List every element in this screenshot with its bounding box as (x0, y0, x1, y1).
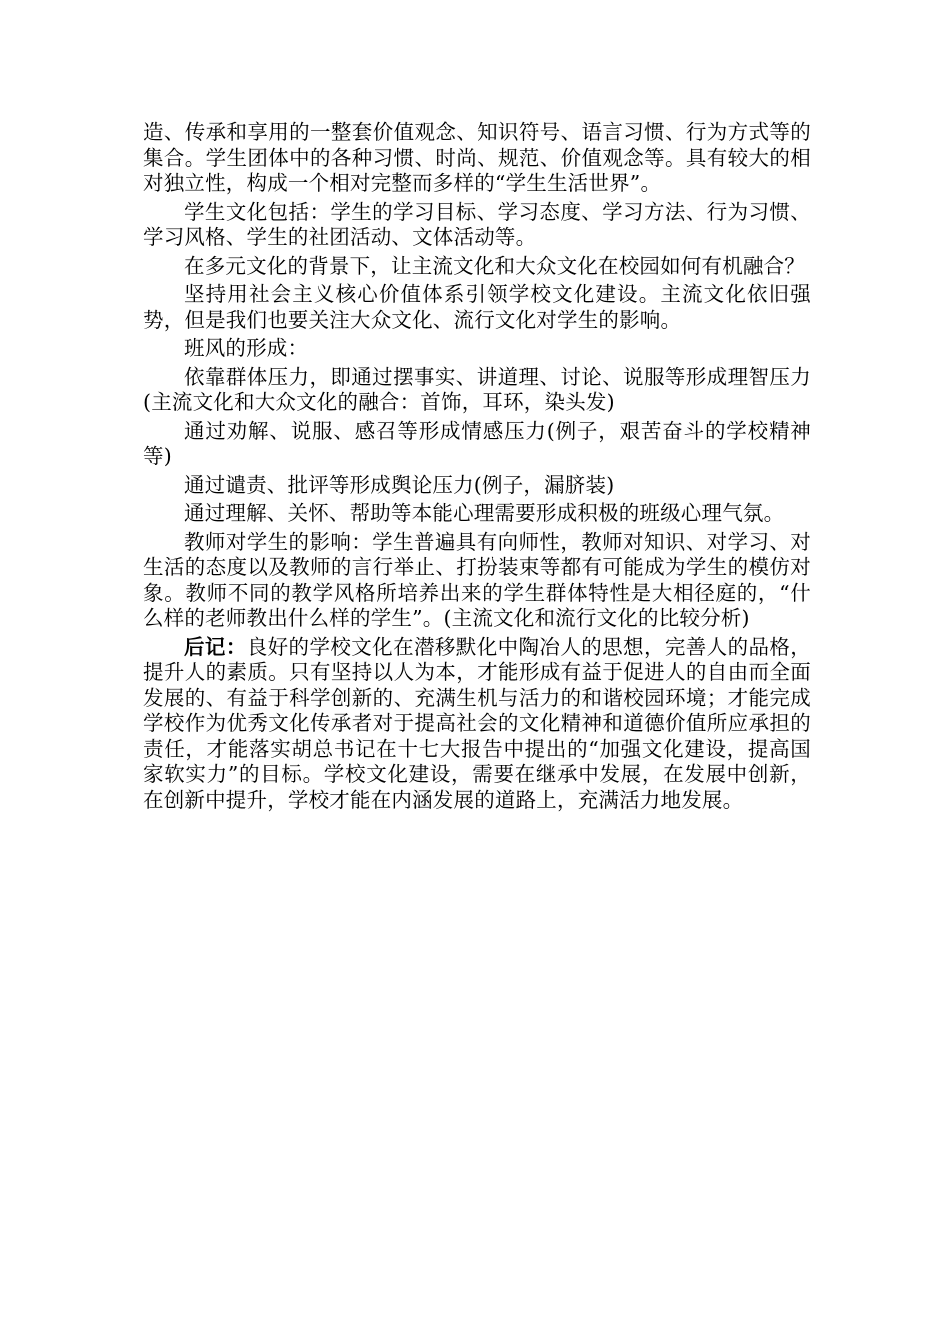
paragraph-multicultural-question: 在多元文化的背景下，让主流文化和大众文化在校园如何有机融合？ (184, 253, 805, 278)
paragraph-student-culture-contents: 学生文化包括：学生的学习目标、学习态度、学习方法、行为习惯、学习风格、学生的社团活动、文体活动等。 (143, 199, 811, 249)
paragraph-rational-pressure: 依靠群体压力，即通过摆事实、讲道理、讨论、说服等形成理智压力(主流文化和大众文化的融合：首饰，耳环，染头发) (143, 364, 811, 414)
paragraph-teacher-influence: 教师对学生的影响：学生普遍具有向师性，教师对知识、对学习、对生活的态度以及教师的言行举止、打扮装束等都有可能成为学生的模仿对象。教师不同的教学风格所培养出来的学生群体特性是大相径庭的，“什么样的老师教出什么样的学生”。(主流文化和流行文化的比较分析) (143, 529, 811, 630)
afterword-label: 后记： (184, 634, 247, 659)
afterword-text: 良好的学校文化在潜移默化中陶冶人的思想，完善人的品格，提升人的素质。只有坚持以人为本，才能形成有益于促进人的自由而全面发展的、有益于科学创新的、充满生机与活力的和谐校园环境；才能完成学校作为优秀文化传承者对于提高社会的文化精神和道德价值所应承担的责任，才能落实胡总书记在十七大报告中提出的“加强文化建设，提高国家软实力”的目标。学校文化建设，需要在继承中发展，在发展中创新，在创新中提升，学校才能在内涵发展的道路上，充满活力地发展。 (143, 634, 811, 812)
paragraph-public-opinion-pressure: 通过谴责、批评等形成舆论压力(例子，漏脐装) (184, 472, 615, 497)
document-body (143, 120, 811, 816)
paragraph-emotional-pressure: 通过劝解、说服、感召等形成情感压力(例子，艰苦奋斗的学校精神等) (143, 418, 811, 468)
paragraph-student-culture-definition: 造、传承和享用的一整套价值观念、知识符号、语言习惯、行为方式等的集合。学生团体中的各种习惯、时尚、规范、价值观念等。具有较大的相对独立性，构成一个相对完整而多样的“学生生活世界”。 (143, 120, 811, 195)
paragraph-core-values: 坚持用社会主义核心价值体系引领学校文化建设。主流文化依旧强势，但是我们也要关注大众文化、流行文化对学生的影响。 (143, 282, 811, 332)
paragraph-psychological-atmosphere: 通过理解、关怀、帮助等本能心理需要形成积极的班级心理气氛。 (184, 501, 785, 525)
paragraph-afterword (143, 635, 811, 814)
paragraph-class-style-heading: 班风的形成： (184, 336, 309, 360)
